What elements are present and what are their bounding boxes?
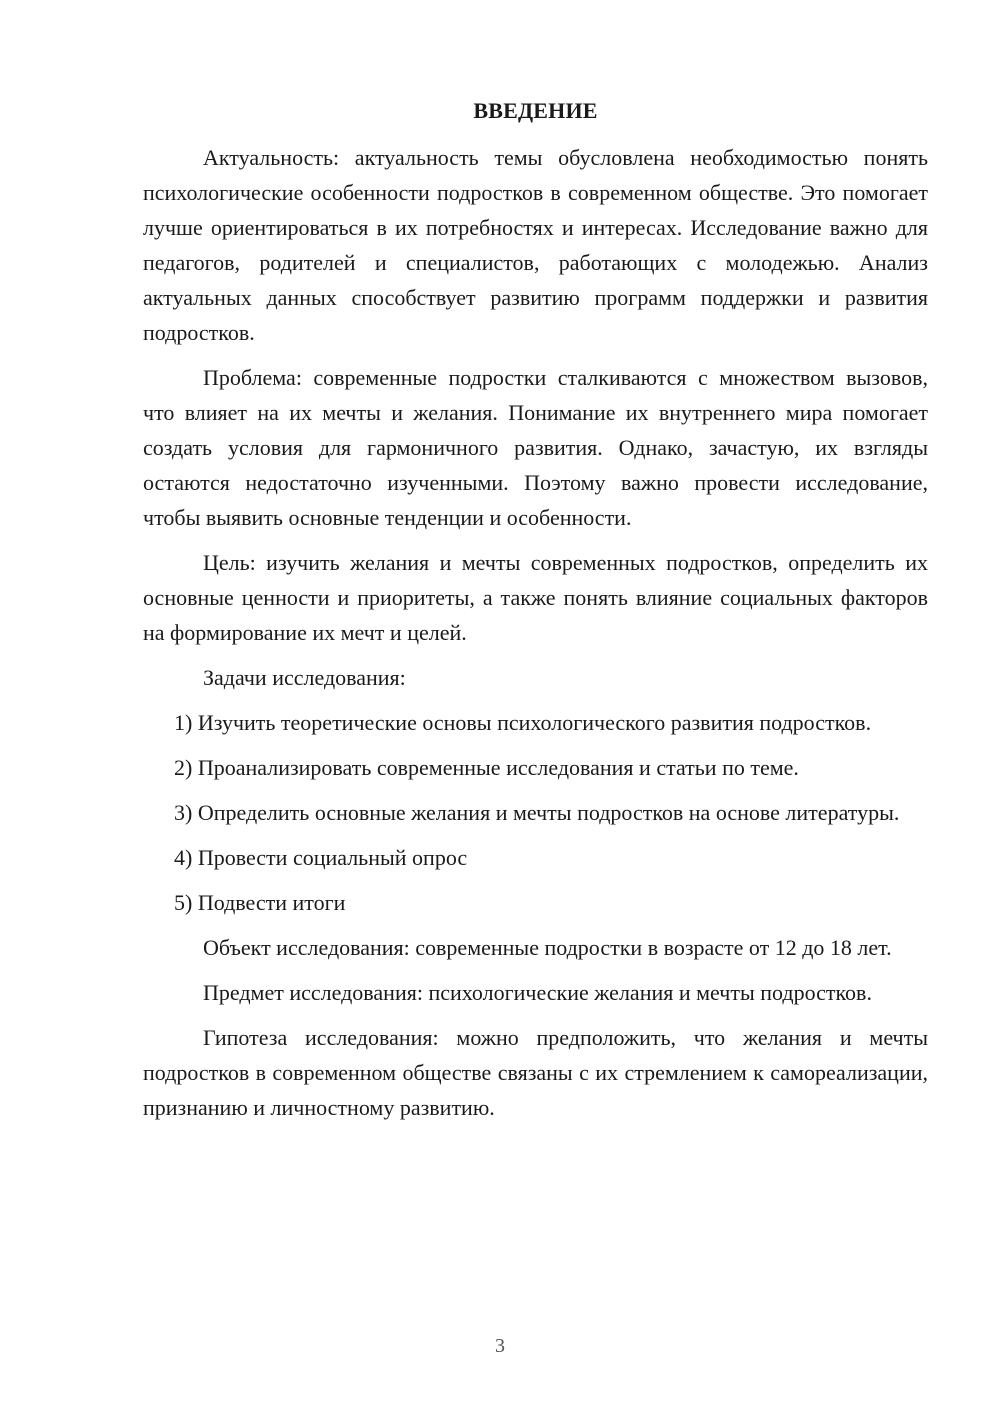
task-item-3: 3) Определить основные желания и мечты подростков на основе литературы. bbox=[174, 800, 900, 825]
relevance-paragraph: Актуальность: актуальность темы обусловлена необходимостью понять психологические особенности подростков в современном обществе. Это помогает лучше ориентироваться в их потребностях и интересах. Исследование важно для педагогов, родителей и специалистов, работающих с молодежью. Анализ актуальных данных способствует развитию программ поддержки и развития подростков. bbox=[143, 145, 928, 345]
task-item-1: 1) Изучить теоретические основы психологического развития подростков. bbox=[174, 710, 872, 735]
goal-paragraph: Цель: изучить желания и мечты современных подростков, определить их основные ценности и приоритеты, а также понять влияние социальных факторов на формирование их мечт и целей. bbox=[143, 550, 928, 645]
document-page bbox=[143, 96, 928, 1135]
task-item-2: 2) Проанализировать современные исследования и статьи по теме. bbox=[174, 755, 799, 780]
subject-paragraph: Предмет исследования: психологические желания и мечты подростков. bbox=[203, 980, 872, 1005]
section-title: ВВЕДЕНИЕ bbox=[473, 98, 598, 123]
task-item-4: 4) Провести социальный опрос bbox=[174, 845, 468, 870]
task-item-5: 5) Подвести итоги bbox=[174, 890, 346, 915]
page-number: 3 bbox=[495, 1335, 505, 1357]
problem-paragraph: Проблема: современные подростки сталкиваются с множеством вызовов, что влияет на их мечты и желания. Понимание их внутреннего мира помогает создать условия для гармоничного развития. Однако, зачастую, их взгляды остаются недостаточно изученными. Поэтому важно провести исследование, чтобы выявить основные тенденции и особенности. bbox=[143, 365, 928, 530]
hypothesis-paragraph: Гипотеза исследования: можно предположить, что желания и мечты подростков в современном обществе связаны с их стремлением к самореализации, признанию и личностному развитию. bbox=[143, 1025, 928, 1120]
tasks-heading: Задачи исследования: bbox=[203, 665, 406, 690]
object-paragraph: Объект исследования: современные подростки в возрасте от 12 до 18 лет. bbox=[203, 935, 892, 960]
